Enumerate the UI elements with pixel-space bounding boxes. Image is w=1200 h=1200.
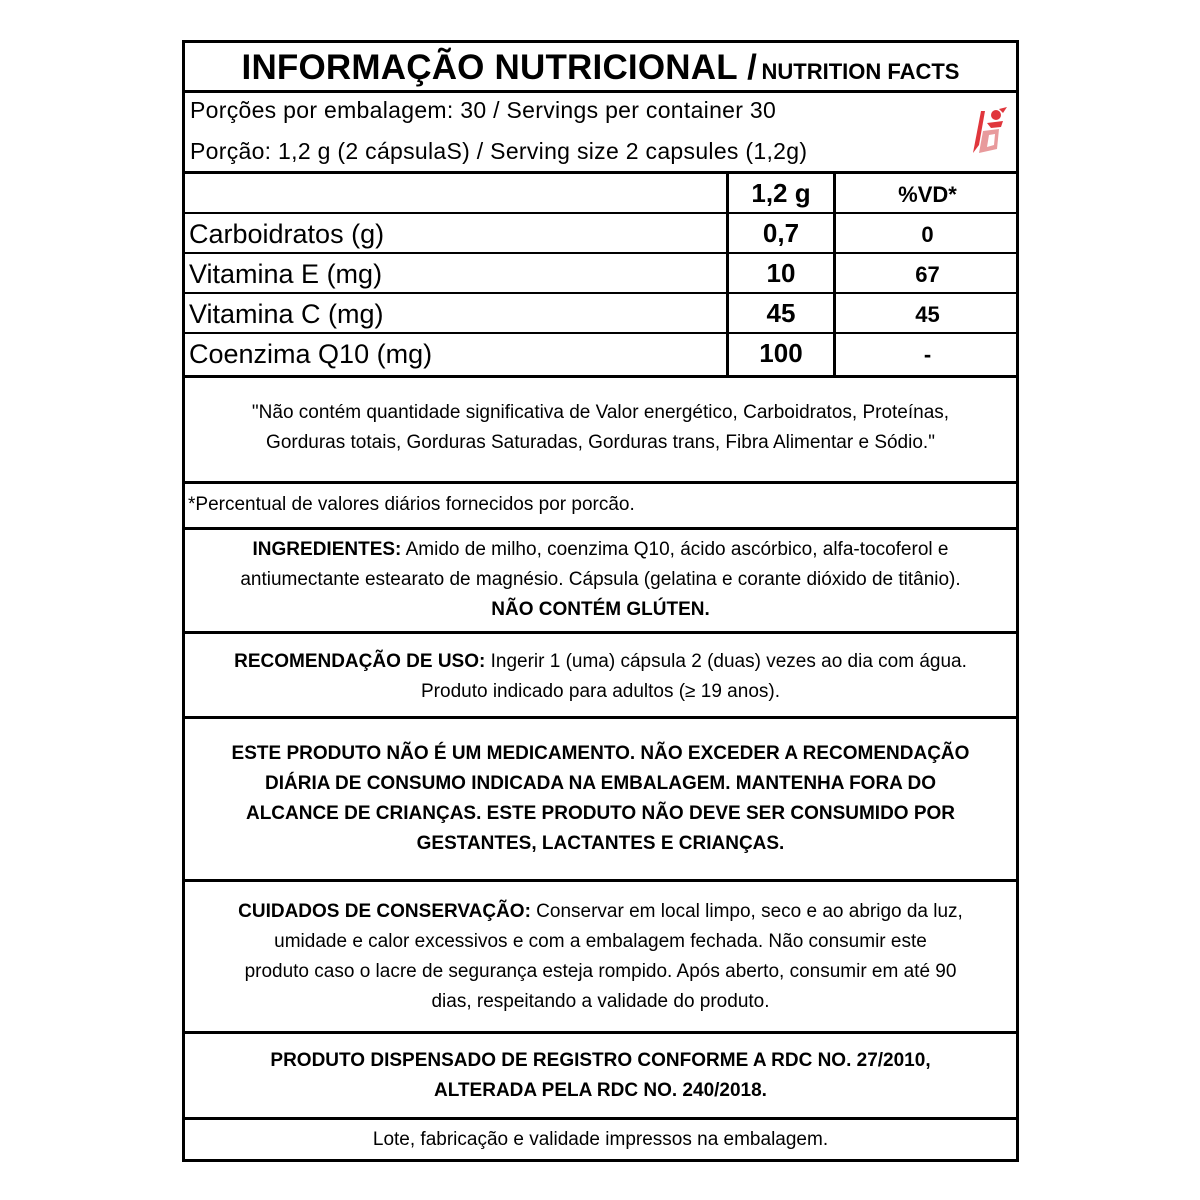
serving-info	[185, 93, 1016, 174]
registration-line: ALTERADA PELA RDC NO. 240/2018.	[434, 1080, 767, 1101]
table-row	[185, 294, 1016, 334]
nutrient-vd: 67	[915, 262, 940, 287]
label-title	[185, 43, 1016, 93]
serving-size: Porção: 1,2 g (2 cápsulaS) / Serving size 2 capsules (1,2g)	[190, 138, 808, 164]
nutrient-vd: 0	[921, 222, 934, 247]
registration-section	[185, 1034, 1016, 1120]
batch-note-section	[185, 1120, 1016, 1162]
ingredients-line	[189, 535, 1012, 565]
nutrient-amount: 0,7	[762, 218, 800, 248]
title-main: INFORMAÇÃO NUTRICIONAL /	[241, 48, 758, 87]
nutrient-name: Carboidratos (g)	[189, 219, 385, 249]
warning-line: DIÁRIA DE CONSUMO INDICADA NA EMBALAGEM. MANTENHA FORA DO	[265, 773, 936, 794]
header-vd: %VD*	[898, 182, 957, 207]
table-row	[185, 334, 1016, 374]
table-row	[185, 214, 1016, 254]
usage-text: Produto indicado para adultos (≥ 19 anos).	[421, 681, 780, 702]
brand-logo-icon	[969, 105, 1009, 163]
nutrient-amount: 100	[759, 338, 803, 368]
table-header-row	[185, 174, 1016, 214]
usage-label: RECOMENDAÇÃO DE USO:	[234, 651, 486, 672]
nutrient-name: Vitamina E (mg)	[189, 259, 383, 289]
column-divider	[833, 174, 836, 375]
servings-per-container: Porções por embalagem: 30 / Servings per container 30	[190, 97, 777, 123]
gluten-notice: NÃO CONTÉM GLÚTEN.	[491, 599, 710, 620]
storage-label: CUIDADOS DE CONSERVAÇÃO:	[238, 901, 531, 922]
usage-section	[185, 634, 1016, 719]
title-sub: NUTRITION FACTS	[761, 59, 960, 84]
nutrient-amount: 10	[766, 258, 796, 288]
warning-line: ALCANCE DE CRIANÇAS. ESTE PRODUTO NÃO DEVE SER CONSUMIDO POR	[245, 803, 956, 824]
ingredients-label: INGREDIENTES:	[252, 539, 402, 560]
warning-section	[185, 719, 1016, 882]
nutrient-amount: 45	[766, 298, 796, 328]
daily-value-note	[185, 484, 1016, 530]
nutrient-name: Coenzima Q10 (mg)	[189, 339, 433, 369]
notice-line: Gorduras totais, Gorduras Saturadas, Gorduras trans, Fibra Alimentar e Sódio."	[266, 432, 935, 453]
usage-text: Ingerir 1 (uma) cápsula 2 (duas) vezes ao dia com água.	[485, 651, 967, 672]
daily-value-text: *Percentual de valores diários fornecidos por porcão.	[188, 494, 635, 515]
table-row	[185, 254, 1016, 294]
nutrient-name: Vitamina C (mg)	[189, 299, 384, 329]
usage-line	[189, 647, 1012, 677]
batch-note: Lote, fabricação e validade impressos na embalagem.	[372, 1129, 829, 1150]
nutrient-vd: 45	[915, 302, 940, 327]
warning-line: ESTE PRODUTO NÃO É UM MEDICAMENTO. NÃO EXCEDER A RECOMENDAÇÃO	[231, 743, 970, 764]
storage-line	[189, 897, 1012, 927]
storage-text: produto caso o lacre de segurança esteja rompido. Após aberto, consumir em até 90	[244, 961, 957, 982]
nutrition-table	[185, 174, 1016, 378]
not-significant-notice	[185, 375, 1016, 484]
storage-text: umidade e calor excessivos e com a embalagem fechada. Não consumir este	[274, 931, 927, 952]
registration-line: PRODUTO DISPENSADO DE REGISTRO CONFORME A RDC NO. 27/2010,	[270, 1050, 931, 1071]
warning-line: GESTANTES, LACTANTES E CRIANÇAS.	[416, 833, 785, 854]
column-divider	[726, 174, 729, 375]
storage-section	[185, 882, 1016, 1034]
header-amount: 1,2 g	[751, 178, 811, 208]
storage-text: dias, respeitando a validade do produto.	[431, 991, 770, 1012]
ingredients-text: antiumectante estearato de magnésio. Cápsula (gelatina e corante dióxido de titânio).	[240, 569, 961, 590]
ingredients-section	[185, 530, 1016, 634]
storage-text: Conservar em local limpo, seco e ao abrigo da luz,	[530, 901, 963, 922]
notice-line: "Não contém quantidade significativa de Valor energético, Carboidratos, Proteínas,	[251, 402, 950, 423]
nutrient-vd: -	[923, 342, 932, 367]
nutrition-label	[182, 40, 1019, 1162]
ingredients-text: Amido de milho, coenzima Q10, ácido ascórbico, alfa-tocoferol e	[401, 539, 949, 560]
